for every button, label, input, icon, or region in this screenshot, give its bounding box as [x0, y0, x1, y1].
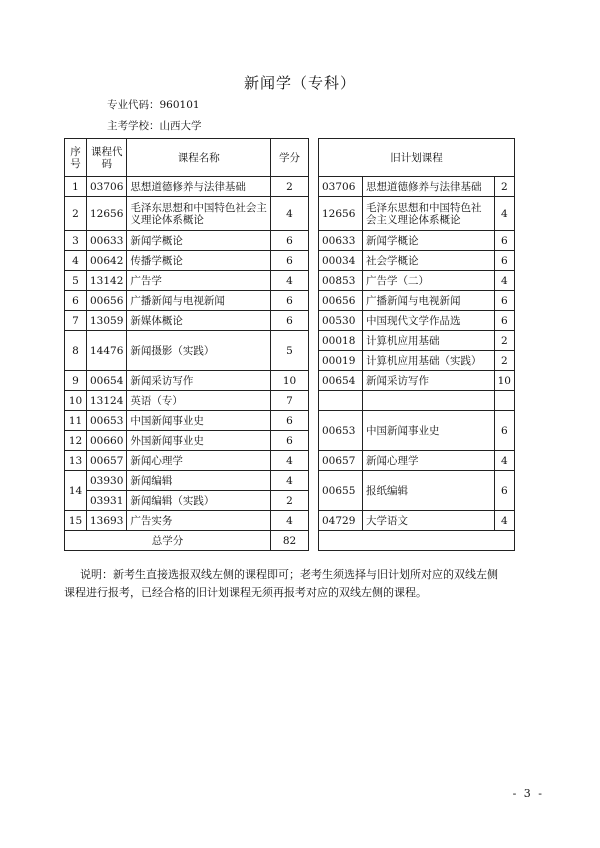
cell-code: 00654: [319, 371, 363, 391]
cell-code: 00656: [87, 291, 127, 311]
table-row: [65, 511, 309, 531]
cell-code: 00530: [319, 311, 363, 331]
cell-credit: 4: [271, 271, 309, 291]
cell-code: 00633: [87, 231, 127, 251]
cell-credit: 6: [494, 411, 514, 451]
cell-no: 10: [65, 391, 87, 411]
table-row: [319, 331, 515, 351]
cell-code: 00656: [319, 291, 363, 311]
cell-code: 13059: [87, 311, 127, 331]
cell-no: 6: [65, 291, 87, 311]
cell-code: 00853: [319, 271, 363, 291]
cell-code: 00653: [319, 411, 363, 451]
cell-credit: 6: [271, 291, 309, 311]
major-code: 专业代码：960101: [107, 99, 200, 111]
table-row: [65, 431, 309, 451]
cell-no: 9: [65, 371, 87, 391]
cell-name: 新闻编辑（实践）: [127, 491, 271, 511]
cell-name: [363, 391, 495, 411]
cell-credit: 4: [271, 197, 309, 231]
table-row: [65, 371, 309, 391]
cell-credit: 4: [494, 511, 514, 531]
cell-code: 00642: [87, 251, 127, 271]
table-row: [65, 177, 309, 197]
total-label: 总学分: [65, 531, 271, 551]
cell-no: 3: [65, 231, 87, 251]
cell-code: 00654: [87, 371, 127, 391]
header-code: 课程代码: [87, 139, 127, 177]
table-row: [65, 491, 309, 511]
total-value: 82: [271, 531, 309, 551]
cell-code: 00653: [87, 411, 127, 431]
cell-code: 12656: [319, 197, 363, 231]
explanation-note: [64, 566, 550, 602]
cell-no: 12: [65, 431, 87, 451]
table-row: [319, 251, 515, 271]
table-row: [319, 451, 515, 471]
cell-code: 04729: [319, 511, 363, 531]
cell-code: 13142: [87, 271, 127, 291]
cell-name: 报纸编辑: [363, 471, 495, 511]
cell-code: 00655: [319, 471, 363, 511]
cell-name: 思想道德修养与法律基础: [363, 177, 495, 197]
cell-name: 中国新闻事业史: [127, 411, 271, 431]
cell-name: 新闻摄影（实践）: [127, 331, 271, 371]
cell-credit: 6: [271, 431, 309, 451]
cell-credit: 6: [271, 251, 309, 271]
empty-total-cell: [319, 531, 515, 551]
cell-name: 新闻心理学: [363, 451, 495, 471]
cell-credit: 6: [494, 471, 514, 511]
cell-name: 传播学概论: [127, 251, 271, 271]
header-name: 课程名称: [127, 139, 271, 177]
cell-code: 03706: [319, 177, 363, 197]
cell-code: 00019: [319, 351, 363, 371]
cell-name: 毛泽东思想和中国特色社会主义理论体系概论: [363, 197, 495, 231]
table-row: [319, 531, 515, 551]
cell-code: 00018: [319, 331, 363, 351]
cell-credit: 6: [494, 231, 514, 251]
table-row: [319, 197, 515, 231]
table-row: [319, 291, 515, 311]
cell-name: 社会学概论: [363, 251, 495, 271]
cell-code: 00657: [87, 451, 127, 471]
cell-name: 计算机应用基础（实践）: [363, 351, 495, 371]
cell-code: 03931: [87, 491, 127, 511]
cell-no: 2: [65, 197, 87, 231]
cell-name: 广告实务: [127, 511, 271, 531]
table-row: [319, 351, 515, 371]
cell-credit: 4: [271, 471, 309, 491]
table-header-row: [65, 139, 309, 177]
cell-credit: 2: [494, 351, 514, 371]
cell-code: 13693: [87, 511, 127, 531]
page-title: 新闻学（专科）: [243, 74, 356, 92]
cell-code: 03930: [87, 471, 127, 491]
cell-credit: 6: [494, 251, 514, 271]
cell-no: 5: [65, 271, 87, 291]
cell-credit: 4: [271, 451, 309, 471]
note-line-1: 说明：新考生直接选报双线左侧的课程即可；老考生须选择与旧计划所对应的双线左侧: [80, 568, 498, 581]
table-row: [319, 411, 515, 451]
table-row: [319, 311, 515, 331]
cell-code: 00660: [87, 431, 127, 451]
cell-name: 毛泽东思想和中国特色社会主义理论体系概论: [127, 197, 271, 231]
table-row: [65, 451, 309, 471]
cell-name: 英语（专）: [127, 391, 271, 411]
cell-name: 新闻心理学: [127, 451, 271, 471]
header-credit: 学分: [271, 139, 309, 177]
table-row: [319, 511, 515, 531]
cell-name: 新闻编辑: [127, 471, 271, 491]
table-header-row: [319, 139, 515, 177]
cell-name: 思想道德修养与法律基础: [127, 177, 271, 197]
cell-no: 11: [65, 411, 87, 431]
cell-code: 03706: [87, 177, 127, 197]
table-row: [319, 391, 515, 411]
cell-name: 大学语文: [363, 511, 495, 531]
cell-code: 14476: [87, 331, 127, 371]
total-row: [65, 531, 309, 551]
cell-credit: 6: [494, 291, 514, 311]
cell-code: 00633: [319, 231, 363, 251]
cell-name: 广告学（二）: [363, 271, 495, 291]
cell-credit: 4: [494, 197, 514, 231]
cell-no: 14: [65, 471, 87, 511]
cell-credit: 10: [494, 371, 514, 391]
cell-credit: 6: [494, 311, 514, 331]
table-row: [319, 177, 515, 197]
page-number: - 3 -: [512, 787, 544, 800]
note-line-2: 课程进行报考，已经合格的旧计划课程无须再报考对应的双线左侧的课程。: [64, 586, 427, 599]
cell-code: 00657: [319, 451, 363, 471]
header-no: 序号: [65, 139, 87, 177]
cell-name: 中国新闻事业史: [363, 411, 495, 451]
table-row: [65, 251, 309, 271]
cell-code: 13124: [87, 391, 127, 411]
cell-credit: 2: [494, 177, 514, 197]
table-row: [319, 371, 515, 391]
cell-credit: [494, 391, 514, 411]
cell-code: 00034: [319, 251, 363, 271]
cell-no: 7: [65, 311, 87, 331]
table-row: [319, 271, 515, 291]
cell-name: 新闻采访写作: [363, 371, 495, 391]
cell-name: 中国现代文学作品选: [363, 311, 495, 331]
cell-name: 计算机应用基础: [363, 331, 495, 351]
table-row: [65, 411, 309, 431]
header-old-plan: 旧计划课程: [319, 139, 515, 177]
table-row: [65, 471, 309, 491]
cell-name: 新媒体概论: [127, 311, 271, 331]
table-row: [65, 311, 309, 331]
host-school: 主考学校：山西大学: [107, 120, 202, 132]
cell-credit: 10: [271, 371, 309, 391]
cell-no: 13: [65, 451, 87, 471]
cell-credit: 2: [271, 177, 309, 197]
cell-credit: 4: [494, 451, 514, 471]
cell-credit: 7: [271, 391, 309, 411]
cell-no: 15: [65, 511, 87, 531]
cell-credit: 2: [271, 491, 309, 511]
cell-credit: 4: [494, 271, 514, 291]
table-row: [65, 331, 309, 371]
cell-credit: 6: [271, 411, 309, 431]
cell-credit: 5: [271, 331, 309, 371]
cell-name: 新闻学概论: [127, 231, 271, 251]
table-row: [65, 391, 309, 411]
cell-credit: 2: [494, 331, 514, 351]
cell-code: [319, 391, 363, 411]
cell-name: 新闻采访写作: [127, 371, 271, 391]
table-row: [65, 291, 309, 311]
cell-no: 4: [65, 251, 87, 271]
new-plan-table: [64, 138, 309, 551]
cell-no: 1: [65, 177, 87, 197]
cell-code: 12656: [87, 197, 127, 231]
table-row: [319, 471, 515, 511]
cell-credit: 4: [271, 511, 309, 531]
cell-name: 广播新闻与电视新闻: [363, 291, 495, 311]
table-row: [65, 231, 309, 251]
cell-name: 广告学: [127, 271, 271, 291]
cell-name: 新闻学概论: [363, 231, 495, 251]
cell-no: 8: [65, 331, 87, 371]
table-row: [65, 197, 309, 231]
cell-credit: 6: [271, 231, 309, 251]
old-plan-table: [318, 138, 515, 551]
table-row: [65, 271, 309, 291]
table-row: [319, 231, 515, 251]
cell-credit: 6: [271, 311, 309, 331]
cell-name: 广播新闻与电视新闻: [127, 291, 271, 311]
cell-name: 外国新闻事业史: [127, 431, 271, 451]
